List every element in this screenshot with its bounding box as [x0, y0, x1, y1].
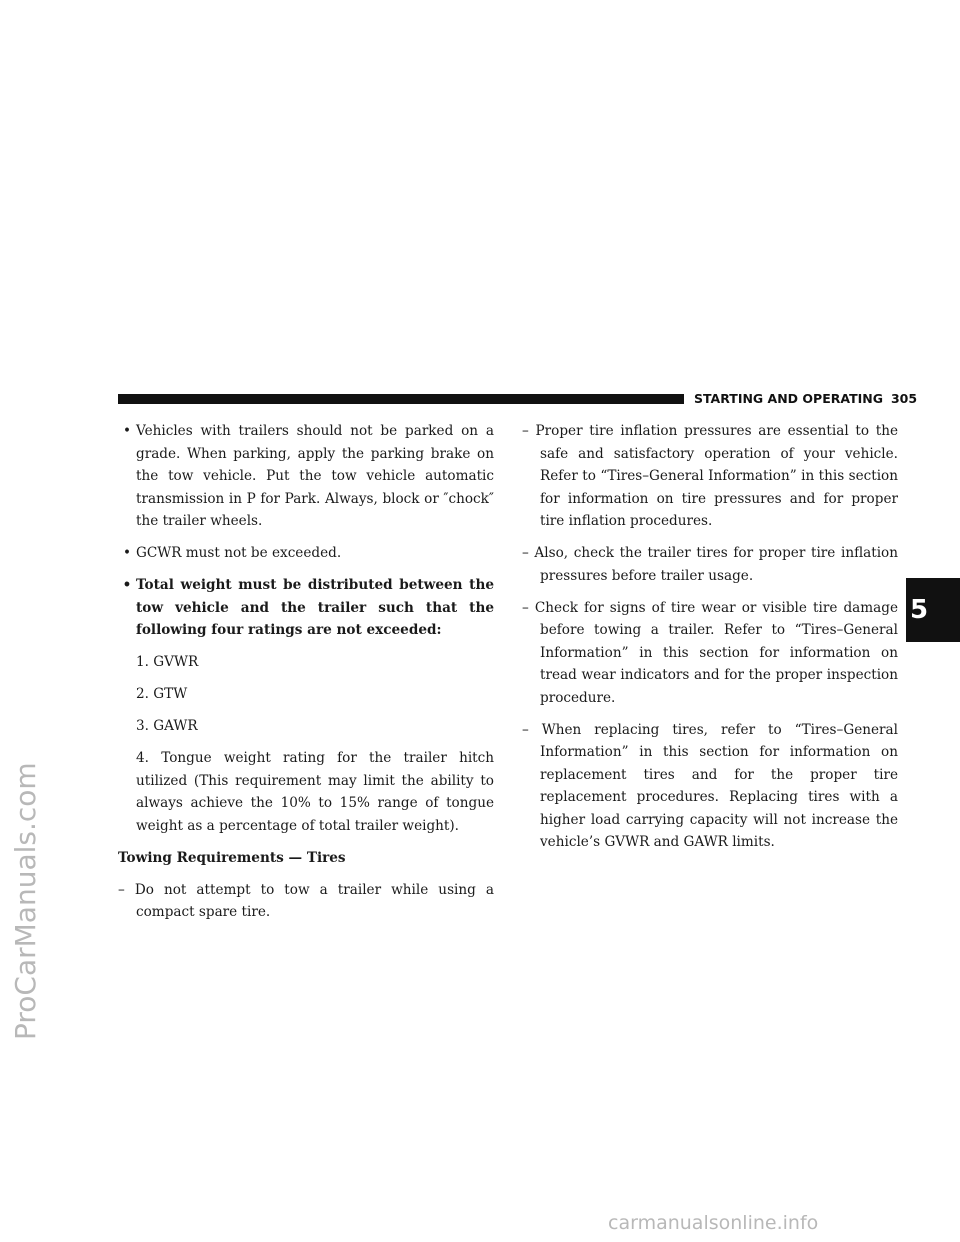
dash-item: – Check for signs of tire wear or visible tire damage before towing a trailer. Refer to “Tires–General Information” in this section for information on tread wear indicators and for the proper inspection procedure.: [522, 599, 898, 706]
rating-item: 4. Tongue weight rating for the trailer hitch utilized (This requirement may limit the ability to always achieve the 10% to 15% range of tongue weight as a percentage of total trailer weight).: [136, 750, 494, 834]
section-subheading: Towing Requirements — Tires: [118, 849, 346, 866]
dash-item: – Proper tire inflation pressures are essential to the safe and satisfactory operation of your vehicle. Refer to “Tires–General Information” in this section for information on tire pressures and for proper tire inflation procedures.: [522, 423, 898, 529]
bullet-item: [118, 542, 494, 565]
page-number: 305: [890, 391, 918, 406]
header-rule: [118, 394, 684, 404]
bullet-icon: •: [122, 423, 132, 439]
dash-item: – Do not attempt to tow a trailer while using a compact spare tire.: [118, 881, 494, 920]
chapter-tab: 5: [906, 578, 960, 642]
right-column: [522, 420, 898, 863]
rating-item: 3. GAWR: [136, 718, 198, 734]
bullet-icon: •: [122, 577, 132, 593]
footer-watermark: carmanualsonline.info: [608, 1212, 819, 1234]
left-column: [118, 420, 494, 933]
bullet-text: Total weight must be distributed between the tow vehicle and the trailer such that the following four ratings are not exceeded:: [136, 577, 494, 638]
rating-item: 2. GTW: [136, 686, 188, 702]
dash-item: – Also, check the trailer tires for proper tire inflation pressures before trailer usage.: [522, 545, 898, 584]
rating-item: 1. GVWR: [136, 654, 199, 670]
bullet-item: [118, 420, 494, 533]
dash-item: – When replacing tires, refer to “Tires–General Information” in this section for information on replacement tires and for the proper tire replacement procedures. Replacing tires with a higher load carrying capacity will not increase the vehicle’s GVWR and GAWR limits.: [522, 721, 898, 850]
bullet-item: [118, 574, 494, 642]
bullet-text: Vehicles with trailers should not be parked on a grade. When parking, apply the parking brake on the tow vehicle. Put the tow vehicle automatic transmission in P for Park. Always, block or ″chock″ the trailer wheels.: [136, 423, 494, 529]
bullet-text: GCWR must not be exceeded.: [136, 545, 342, 561]
running-header: [694, 391, 918, 407]
bullet-icon: •: [122, 545, 132, 561]
side-watermark: ProCarManuals.com: [9, 762, 42, 1040]
section-title: STARTING AND OPERATING: [694, 391, 883, 406]
